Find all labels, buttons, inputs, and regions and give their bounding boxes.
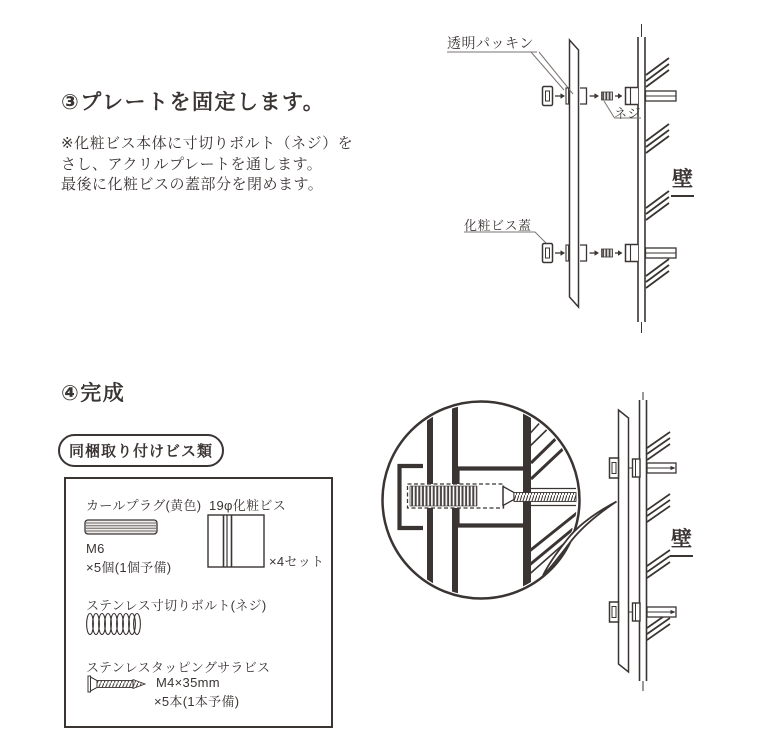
part-plug-qty: ×5個(1個予備) <box>86 560 172 575</box>
parts-box-title: 同梱取り付けビス類 <box>58 434 224 467</box>
plate-fixing-diagram <box>440 20 780 340</box>
installed-wall <box>640 392 647 691</box>
screw-label: ネジ <box>614 106 642 121</box>
wall-section <box>638 24 645 333</box>
fastener-exploded-top <box>543 87 677 106</box>
step3-note-line1: ※化粧ビス本体に寸切りボルト（ネジ）を <box>61 135 354 152</box>
part-vis-name: 19φ化粧ビス <box>209 498 286 513</box>
part-tapping-size: M4×35mm <box>156 675 220 690</box>
step4-heading: ④完成 <box>61 382 126 405</box>
part-plug-size: M6 <box>86 541 105 556</box>
packing-label: 透明パッキン <box>447 35 534 51</box>
threaded-rod-icon <box>85 611 143 637</box>
cap-label: 化粧ビス蓋 <box>464 218 532 233</box>
part-tapping-name: ステンレスタッピングサラビス <box>86 660 271 675</box>
tapping-screw-icon <box>87 675 147 693</box>
parts-box <box>64 477 333 728</box>
fastener-exploded-bottom <box>543 244 677 263</box>
wall-label-top: 壁 <box>671 163 694 197</box>
curl-plug-icon <box>84 519 158 535</box>
part-plug-name: カールプラグ(黄色) <box>86 498 202 513</box>
decorative-screw-icon <box>207 514 265 568</box>
step3-heading: ③プレートを固定します。 <box>61 91 326 114</box>
wall-label-bottom: 壁 <box>670 523 693 557</box>
part-vis-qty: ×4セット <box>269 554 325 569</box>
step3-note-line2: さし、アクリルプレートを通します。 <box>61 155 323 173</box>
part-bolt-name: ステンレス寸切りボルト(ネジ) <box>86 598 267 613</box>
part-tapping-qty: ×5本(1本予備) <box>154 694 240 709</box>
installed-plate <box>619 410 629 672</box>
finished-installation-diagram <box>375 388 780 700</box>
acrylic-plate <box>570 40 579 307</box>
step3-note <box>61 134 353 196</box>
step3-note-line3: 最後に化粧ビスの蓋部分を閉めます。 <box>61 176 324 193</box>
